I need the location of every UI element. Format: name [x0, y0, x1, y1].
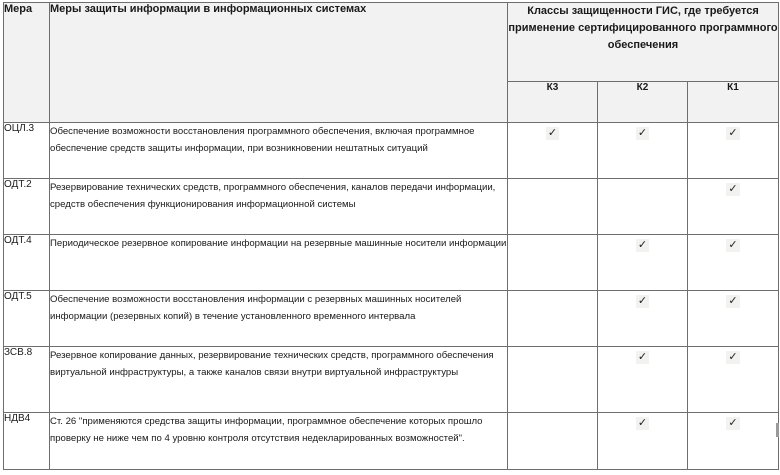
header-description: Меры защиты информации в информационных системах — [50, 3, 508, 123]
checkmark-icon: ✓ — [728, 127, 738, 139]
scrollbar-handle[interactable] — [776, 423, 779, 437]
class-k1-cell — [688, 179, 779, 235]
class-k2-cell — [598, 291, 688, 347]
header-classes-group: Классы защищенности ГИС, где требуется применение сертифицированного программного обеспечения — [508, 3, 779, 82]
measure-code: ОДТ.5 — [4, 291, 50, 347]
class-k2-cell — [598, 413, 688, 470]
checkmark-icon: ✓ — [637, 351, 648, 363]
class-k3-cell — [508, 123, 598, 179]
measures-table — [3, 2, 779, 470]
checkmark-icon: ✓ — [547, 127, 558, 139]
header-code: Мера — [4, 3, 50, 123]
checkmark-icon: ✓ — [728, 239, 738, 251]
class-k3-cell — [508, 347, 598, 413]
measure-description: Резервное копирование данных, резервирование технических средств, программного обеспечения виртуальной инфраструктуры, а также каналов связи внутри виртуальной инфраструктуры — [50, 347, 508, 413]
checkmark-icon: ✓ — [637, 295, 648, 307]
measure-code: ОЦЛ.3 — [4, 123, 50, 179]
checkmark-icon: ✓ — [637, 127, 648, 139]
header-class-k2: К2 — [598, 82, 688, 123]
class-k2-cell — [598, 235, 688, 291]
measure-code: ЗСВ.8 — [4, 347, 50, 413]
measure-code: НДВ4 — [4, 413, 50, 470]
class-k1-cell — [688, 291, 779, 347]
measure-description: Ст. 26 "применяются средства защиты информации, программное обеспечение которых прошло проверку не ниже чем по 4 уровню контроля отсутствия недекларированных возможностей". — [50, 413, 508, 470]
table-row — [4, 179, 779, 235]
table-row — [4, 123, 779, 179]
checkmark-icon: ✓ — [728, 183, 738, 195]
table-row — [4, 347, 779, 413]
class-k2-cell — [598, 123, 688, 179]
class-k3-cell — [508, 413, 598, 470]
measure-description: Обеспечение возможности восстановления программного обеспечения, включая программное обеспечение средств защиты информации, при возникновении нештатных ситуаций — [50, 123, 508, 179]
measure-description: Обеспечение возможности восстановления информации с резервных машинных носителей информации (резервных копий) в течение установленного временного интервала — [50, 291, 508, 347]
class-k2-cell — [598, 179, 688, 235]
checkmark-icon: ✓ — [728, 295, 738, 307]
class-k1-cell — [688, 235, 779, 291]
class-k2-cell — [598, 347, 688, 413]
header-class-k3: К3 — [508, 82, 598, 123]
measure-code: ОДТ.4 — [4, 235, 50, 291]
checkmark-icon: ✓ — [728, 351, 738, 363]
header-class-k1: К1 — [688, 82, 779, 123]
class-k3-cell — [508, 235, 598, 291]
class-k1-cell — [688, 123, 779, 179]
table-row — [4, 235, 779, 291]
checkmark-icon: ✓ — [728, 417, 738, 429]
table-row — [4, 413, 779, 470]
class-k1-cell — [688, 347, 779, 413]
class-k3-cell — [508, 179, 598, 235]
measure-description: Резервирование технических средств, программного обеспечения, каналов передачи информации, средств обеспечения функционирования информационной системы — [50, 179, 508, 235]
class-k1-cell — [688, 413, 779, 470]
measure-code: ОДТ.2 — [4, 179, 50, 235]
table-row — [4, 291, 779, 347]
measure-description: Периодическое резервное копирование информации на резервные машинные носители информации — [50, 235, 508, 291]
checkmark-icon: ✓ — [637, 239, 648, 251]
class-k3-cell — [508, 291, 598, 347]
checkmark-icon: ✓ — [637, 417, 648, 429]
